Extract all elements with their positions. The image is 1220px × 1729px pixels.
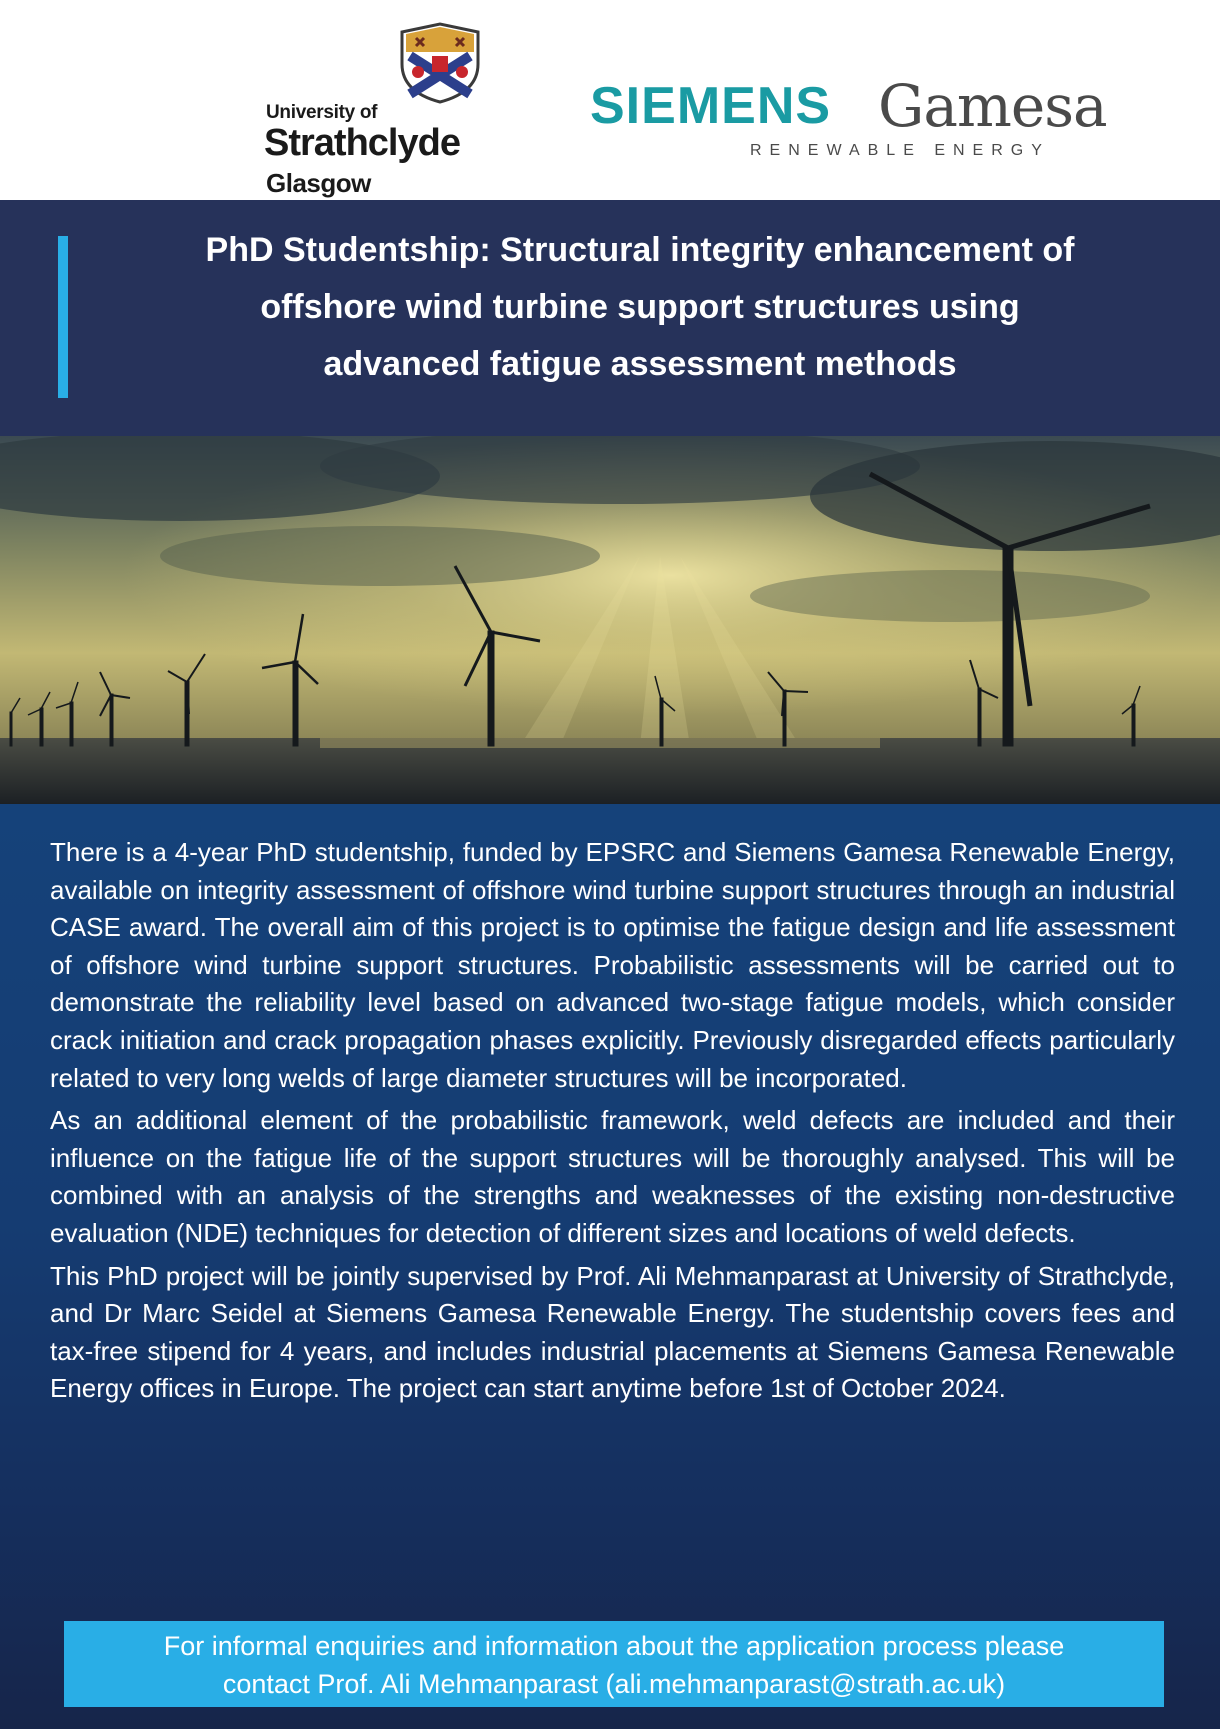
title-line-1: PhD Studentship: Structural integrity enhancement of [205,231,1075,269]
gamesa-wordmark: Gamesa [878,72,1107,140]
title-line-3: advanced fatigue assessment methods [323,345,957,383]
paragraph-funding: There is a 4-year PhD studentship, funded by EPSRC and Siemens Gamesa Renewable Energy, available on integrity assessment of offshore wind turbine support structures through an industrial CASE award. The overall aim of this project is to optimise the fatigue design and life assessment of offshore wind turbine support structures. Probabilistic assessments will be carried out to demonstrate the reliability level based on advanced two-stage fatigue models, which consider crack initiation and crack propagation phases explicitly. Previously disregarded effects particularly related to very long welds of large diameter structures will be incorporated. [50,837,1175,1093]
paragraph-weld-defects: As an additional element of the probabilistic framework, weld defects are included and their influence on the fatigue life of the support structures will be thoroughly analysed. This will be combined with an analysis of the strengths and weaknesses of the existing non-destructive evaluation (NDE) techniques for detection of different sizes and locations of weld defects. [50,1105,1175,1248]
contact-line-2: contact Prof. Ali Mehmanparast (ali.mehmanparast@strath.ac.uk) [222,1669,1006,1699]
siemens-wordmark: SIEMENS [590,77,832,135]
title-accent-bar [58,236,68,398]
university-crest-icon [396,22,484,104]
page-title [90,222,1190,393]
paragraph-supervision: This PhD project will be jointly supervised by Prof. Ali Mehmanparast at University of Strathclyde, and Dr Marc Seidel at Siemens Gamesa Renewable Energy. The studentship covers fees and tax-free stipend for 4 years, and includes industrial placements at Siemens Gamesa Renewable Energy offices in Europe. The project can start anytime before 1st of October 2024. [50,1260,1175,1404]
contact-line-1: For informal enquiries and information about the application process please [163,1631,1065,1661]
strathclyde-line3: Glasgow [266,168,371,198]
contact-box [64,1621,1164,1707]
logo-header [0,0,1220,200]
title-line-2: offshore wind turbine support structures using [260,288,1020,326]
title-band [0,200,1220,436]
description-section [0,804,1220,1729]
renewable-energy-tagline: RENEWABLE ENERGY [750,142,1050,159]
strathclyde-logo [264,22,494,198]
siemens-gamesa-logo [590,72,1107,176]
description-text [50,834,1175,1413]
strathclyde-line2: Strathclyde [264,122,460,164]
offshore-wind-farm-photo [0,436,1220,804]
strathclyde-line1: University of [266,102,378,123]
